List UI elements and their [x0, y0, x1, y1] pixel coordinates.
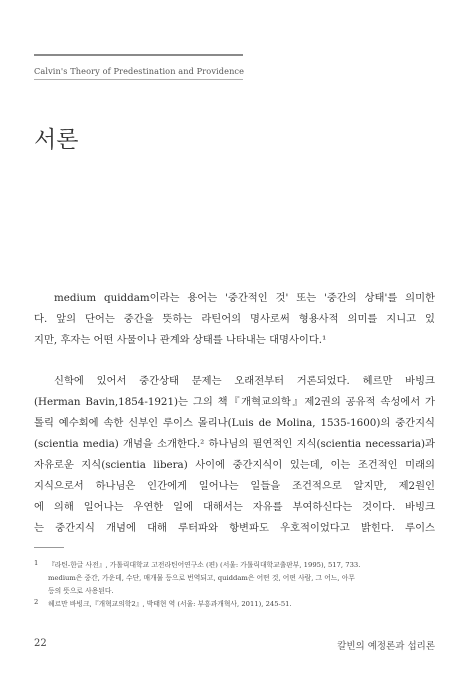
- chapter-title: 서론: [34, 127, 79, 153]
- footnote-body: [48, 559, 439, 598]
- footnote-line: 헤르만 바빙크,『개혁교의학2』, 박태현 역 (서울: 부흥과개혁사, 2011), 245-51.: [48, 600, 292, 608]
- footnote-number: 1: [34, 559, 39, 567]
- footnote-separator: [34, 547, 64, 548]
- page-number: 22: [34, 638, 47, 649]
- running-title: 칼빈의 예정론과 섭리론: [337, 641, 435, 652]
- paragraph-line: (scientia media) 개념을 소개한다.² 하나님의 필연적인 지식(scientia necessaria)과: [34, 438, 435, 450]
- header-top-rule: [34, 54, 243, 56]
- paragraph-1: [34, 288, 435, 351]
- paragraph-line: medium quiddam이라는 용어는 '중간적인 것' 또는 '중간의 상태'를 의미한: [54, 292, 435, 304]
- paragraph-line: 신학에 있어서 중간상태 문제는 오래전부터 거론되었다. 헤르만 바빙크: [54, 375, 435, 387]
- paragraph-line: 지식으로서 하나님은 인간에게 일어나는 일들을 조건적으로 알지만, 제2원인: [34, 480, 435, 492]
- paragraph-line: 는 중간지식 개념에 대해 루터파와 항변파도 우호적이었다고 밝힌다. 루이스: [34, 522, 435, 534]
- footnote-line: 『라틴-한글 사전』, 가톨릭대학교 고전라틴어연구소 (편) (서울: 가톨릭대학교출판부, 1995), 517, 733.: [48, 561, 361, 569]
- footnote-number: 2: [34, 598, 39, 606]
- footnote-line: medium은 중간, 가운데, 수단, 매개물 등으로 번역되고, quiddam은 어떤 것, 어떤 사람, 그 어느, 아무: [48, 574, 355, 582]
- paragraph-line: 지만, 후자는 어떤 사물이나 관계와 상태를 나타내는 대명사이다.¹: [34, 334, 327, 346]
- paragraph-line: 에 의해 일어나는 우연한 일에 대해서는 자유를 부여하신다는 것이다. 바빙크: [34, 501, 435, 513]
- paragraph-line: (Herman Bavin,1854-1921)는 그의 책『개혁교의학』제2권의 공유적 속성에서 가: [34, 396, 435, 408]
- paragraph-line: 다. 앞의 단어는 중간을 뜻하는 라틴어의 명사로써 형용사적 의미를 지니고 있: [34, 313, 435, 325]
- series-title: Calvin's Theory of Predestination and Providence: [34, 66, 245, 76]
- paragraph-line: 자유로운 지식(scientia libera) 사이에 중간지식이 있는데, 이는 조건적인 미래의: [34, 459, 435, 471]
- footnote-line: 등의 뜻으로 사용된다.: [48, 587, 114, 595]
- paragraph-2: [34, 371, 435, 539]
- header-bottom-rule: [34, 79, 243, 80]
- paragraph-line: 톨릭 예수회에 속한 신부인 루이스 몰리나(Luis de Molina, 1535-1600)의 중간지식: [34, 417, 435, 429]
- footnote-body: [48, 598, 439, 611]
